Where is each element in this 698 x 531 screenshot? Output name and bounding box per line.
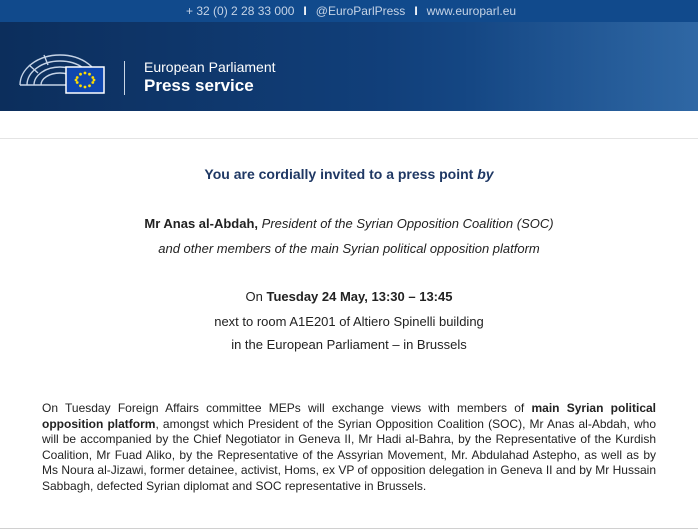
european-parliament-logo-icon [16,41,108,97]
paragraph-text: On Tuesday Foreign Affairs committee MEPs will exchange views with members of [42,401,532,415]
speaker-name: Mr Anas al-Abdah, [144,216,259,231]
description-paragraph [42,401,656,494]
banner-decoration [468,22,698,111]
paragraph-text: , amongst which President of the Syrian Opposition Coalition (SOC), Mr Anas al-Abdah, who will be accompanied by the Chief Negotiator in Geneva II, Mr Hadi al-Bahra, by the Representative of the Kurdish Coalition, Mr Fuad Aliko, by the Representative of the Assyrian Movement, Mr. Abdulahad Astepho, as well as by Ms Noura al-Jizawi, former detainee, activist, Homs, ex VP of opposition delegation in Geneva II and by Mr Hussain Sabbagh, defected Syrian diplomat and SOC representative in Brussels. [42,416,656,493]
location-line: next to room A1E201 of Altiero Spinelli building [214,314,484,329]
header-banner [0,22,698,111]
heading-text: You are cordially invited to a press point [204,166,474,182]
date-line [0,289,698,304]
speaker-line [0,216,698,231]
phone-number: + 32 (0) 2 28 33 000 [186,4,295,18]
paragraph-bold: main Syrian political opposition platform [42,401,656,431]
date-prefix: On [245,289,263,304]
speaker-title: President of the Syrian Opposition Coalition (SOC) [261,216,554,231]
separator: I [303,4,307,18]
logo-divider [124,61,125,95]
separator: I [414,4,418,18]
speaker-others: and other members of the main Syrian political opposition platform [158,241,540,256]
divider [0,138,698,139]
contact-bar [0,0,698,22]
service-name: Press service [144,76,254,95]
website-link[interactable]: www.europarl.eu [426,4,517,18]
date-value: Tuesday 24 May, 13:30 – 13:45 [266,289,453,304]
bottom-divider [0,528,698,529]
invitation-heading [0,166,698,182]
twitter-link[interactable]: @EuroParlPress [315,4,406,18]
venue-line: in the European Parliament – in Brussels [231,337,467,352]
organization-name: European Parliament [144,59,276,75]
heading-by: by [477,166,494,182]
